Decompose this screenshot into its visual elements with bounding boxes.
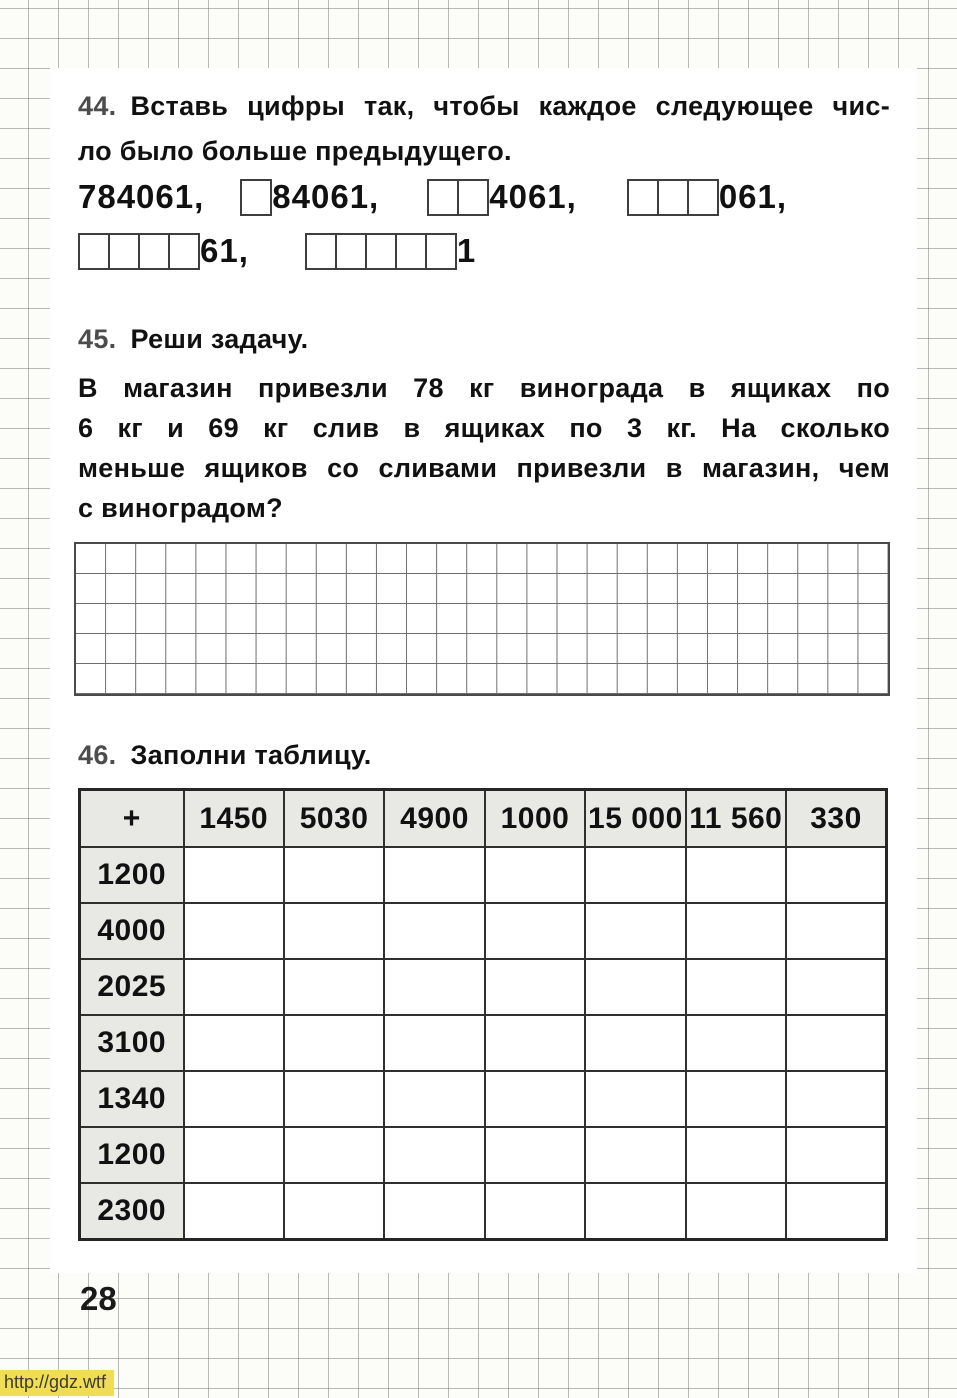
digit-input-box[interactable]: [168, 233, 200, 270]
table-answer-cell[interactable]: [585, 1071, 685, 1127]
table-row: [80, 1071, 887, 1127]
sequence-row-2: [78, 232, 476, 270]
table-answer-cell[interactable]: [384, 903, 484, 959]
table-answer-cell[interactable]: [585, 1127, 685, 1183]
table-answer-cell[interactable]: [184, 1183, 284, 1240]
digit-input-box[interactable]: [78, 233, 110, 270]
digit-input-box[interactable]: [365, 233, 397, 270]
table-answer-cell[interactable]: [585, 903, 685, 959]
table-answer-cell[interactable]: [786, 1127, 886, 1183]
table-answer-cell[interactable]: [184, 1015, 284, 1071]
table-answer-cell[interactable]: [786, 1015, 886, 1071]
table-answer-cell[interactable]: [384, 847, 484, 903]
digit-input-box[interactable]: [240, 179, 272, 216]
table-answer-cell[interactable]: [384, 1127, 484, 1183]
table-answer-cell[interactable]: [686, 1015, 786, 1071]
task45-problem-text: [78, 368, 890, 528]
task46-number: 46.: [78, 740, 117, 770]
table-row: [80, 959, 887, 1015]
sequence-number-6: 1: [456, 232, 477, 269]
table-answer-cell[interactable]: [284, 959, 384, 1015]
task45-number: 45.: [78, 324, 117, 354]
task46-title: Заполни таблицу.: [130, 740, 372, 770]
table-header-cell: 11 560: [686, 790, 786, 848]
task45-line1: В магазин привезли 78 кг винограда в ящиках по: [78, 373, 890, 403]
task45-line4: с виноградом?: [78, 493, 283, 523]
task45-heading: [78, 324, 890, 355]
table-row: [80, 1183, 887, 1240]
table-answer-cell[interactable]: [786, 1183, 886, 1240]
digit-input-box[interactable]: [108, 233, 140, 270]
sequence-number-4: 061,: [718, 178, 788, 215]
digit-input-box[interactable]: [457, 179, 489, 216]
table-answer-cell[interactable]: [485, 1127, 585, 1183]
table-answer-cell[interactable]: [184, 959, 284, 1015]
sequence-row-1: [78, 178, 787, 216]
table-row: [80, 1015, 887, 1071]
digit-box-group-5: [305, 233, 457, 270]
table-answer-cell[interactable]: [485, 847, 585, 903]
watermark-link[interactable]: http://gdz.wtf: [0, 1370, 114, 1396]
digit-input-box[interactable]: [425, 233, 457, 270]
sequence-number-2: 84061,: [272, 178, 380, 215]
sequence-number-5: 61,: [200, 232, 249, 269]
table-answer-cell[interactable]: [686, 903, 786, 959]
table-answer-cell[interactable]: [384, 1071, 484, 1127]
task45-title: Реши задачу.: [130, 324, 309, 354]
digit-input-box[interactable]: [138, 233, 170, 270]
table-answer-cell[interactable]: [384, 959, 484, 1015]
table-header-cell: 1450: [184, 790, 284, 848]
task46-heading: [78, 740, 890, 771]
table-answer-cell[interactable]: [585, 847, 685, 903]
sequence-number-3: 4061,: [489, 178, 577, 215]
table-answer-cell[interactable]: [485, 1183, 585, 1240]
table-answer-cell[interactable]: [184, 1127, 284, 1183]
table-header-cell: 330: [786, 790, 886, 848]
digit-input-box[interactable]: [687, 179, 719, 216]
table-answer-cell[interactable]: [284, 1071, 384, 1127]
sequence-number-1: 784061,: [78, 178, 205, 215]
table-row: [80, 903, 887, 959]
digit-input-box[interactable]: [335, 233, 367, 270]
table-row-label: 1200: [80, 847, 184, 903]
table-answer-cell[interactable]: [284, 1015, 384, 1071]
task45-line2: 6 кг и 69 кг слив в ящиках по 3 кг. На сколько: [78, 413, 890, 443]
table-row-label: 4000: [80, 903, 184, 959]
table-header-cell: 1000: [485, 790, 585, 848]
digit-input-box[interactable]: [657, 179, 689, 216]
table-answer-cell[interactable]: [786, 959, 886, 1015]
table-answer-cell[interactable]: [786, 847, 886, 903]
table-answer-cell[interactable]: [686, 847, 786, 903]
table-answer-cell[interactable]: [184, 903, 284, 959]
table-answer-cell[interactable]: [786, 903, 886, 959]
digit-input-box[interactable]: [305, 233, 337, 270]
table-answer-cell[interactable]: [284, 1183, 384, 1240]
table-answer-cell[interactable]: [485, 1015, 585, 1071]
table-answer-cell[interactable]: [686, 1071, 786, 1127]
table-answer-cell[interactable]: [485, 903, 585, 959]
digit-box-group-4: [78, 233, 200, 270]
table-header-cell: 15 000: [585, 790, 685, 848]
table-answer-cell[interactable]: [786, 1071, 886, 1127]
table-answer-cell[interactable]: [284, 1127, 384, 1183]
table-header-row: [80, 790, 887, 848]
digit-box-group-2: [427, 179, 489, 216]
table-answer-cell[interactable]: [184, 1071, 284, 1127]
table-row-label: 2300: [80, 1183, 184, 1240]
table-row: [80, 1127, 887, 1183]
table-row-label: 2025: [80, 959, 184, 1015]
digit-box-group-3: [627, 179, 719, 216]
table-answer-cell[interactable]: [284, 847, 384, 903]
digit-box-group-1: [240, 179, 272, 216]
digit-input-box[interactable]: [395, 233, 427, 270]
table-row-label: 3100: [80, 1015, 184, 1071]
table-answer-cell[interactable]: [686, 1127, 786, 1183]
table-row: [80, 847, 887, 903]
content-card: [50, 68, 917, 1273]
answer-grid[interactable]: [74, 542, 890, 696]
table-header-cell: 5030: [284, 790, 384, 848]
table-answer-cell[interactable]: [284, 903, 384, 959]
table-answer-cell[interactable]: [485, 1071, 585, 1127]
table-row-label: 1200: [80, 1127, 184, 1183]
table-answer-cell[interactable]: [585, 959, 685, 1015]
digit-input-box[interactable]: [627, 179, 659, 216]
digit-input-box[interactable]: [427, 179, 459, 216]
task44-title-text1: Вставь цифры так, чтобы каждое следующее чис-: [130, 91, 890, 121]
table-answer-cell[interactable]: [485, 959, 585, 1015]
task46-table: [78, 788, 888, 1241]
table-answer-cell[interactable]: [686, 1183, 786, 1240]
task45-line3: меньше ящиков со сливами привезли в магазин, чем: [78, 453, 890, 483]
task44-number: 44.: [78, 91, 117, 121]
table-answer-cell[interactable]: [384, 1183, 484, 1240]
table-operator-cell: +: [80, 790, 184, 848]
task44-title-line2: ло было больше предыдущего.: [78, 136, 512, 166]
table-answer-cell[interactable]: [384, 1015, 484, 1071]
task44-title-line1: [78, 84, 890, 129]
table-answer-cell[interactable]: [585, 1015, 685, 1071]
table-answer-cell[interactable]: [585, 1183, 685, 1240]
task44-heading: [78, 84, 890, 174]
table-answer-cell[interactable]: [184, 847, 284, 903]
table-header-cell: 4900: [384, 790, 484, 848]
table-answer-cell[interactable]: [686, 959, 786, 1015]
page-number: 28: [80, 1280, 117, 1317]
table-row-label: 1340: [80, 1071, 184, 1127]
